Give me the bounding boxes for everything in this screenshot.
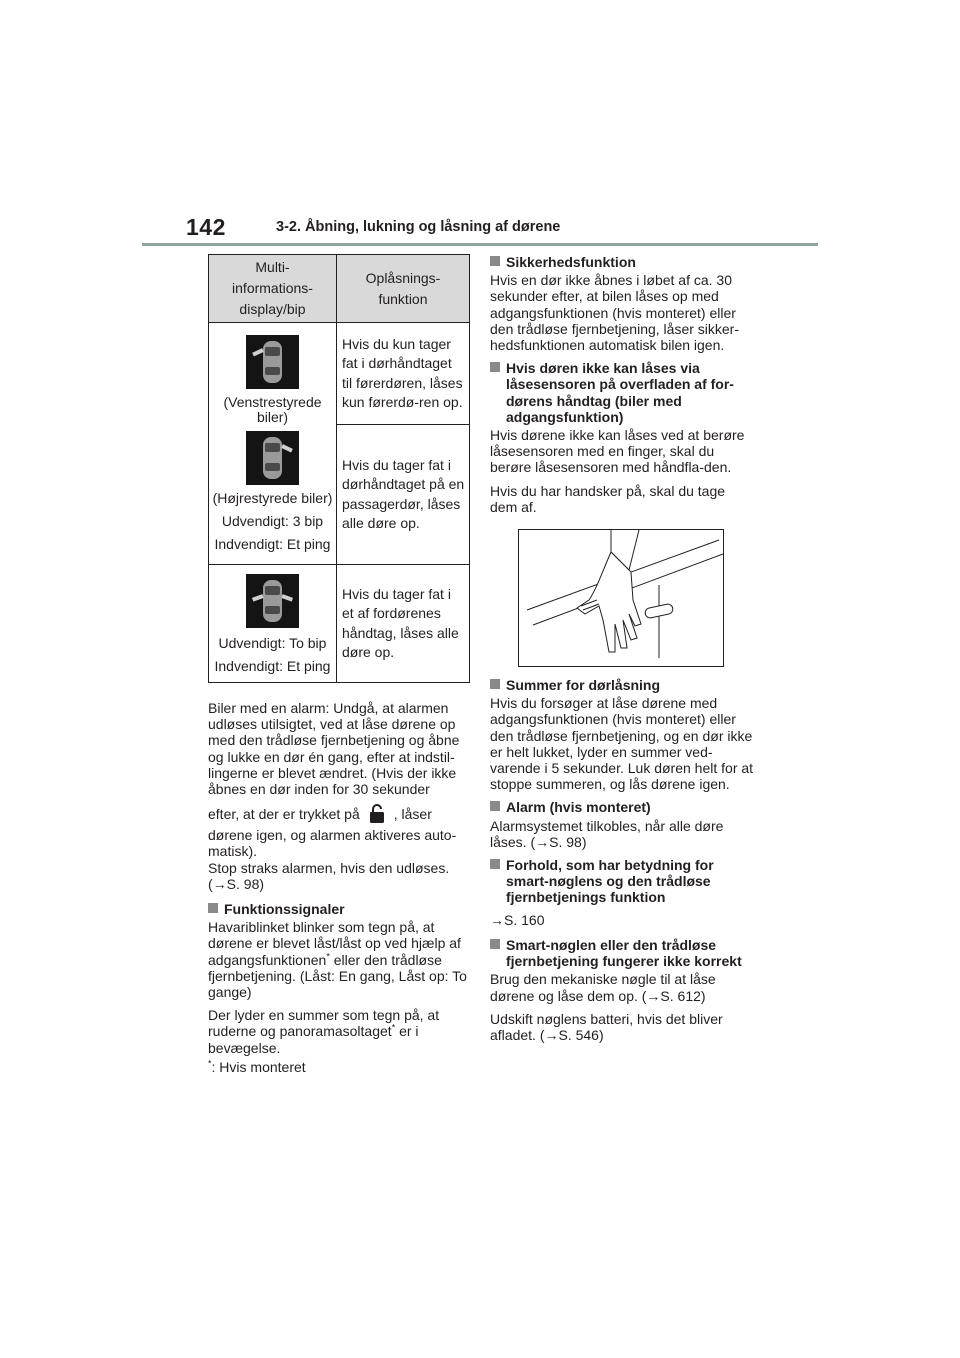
door-lock-buzzer-text: Hvis du forsøger at låse dørene med adgangsfunktionen (hvis monteret) eller den trådløse fjernbetjening, og en dør ikke er helt lukket, lyder en summer ved-varende i 5 sekunder. Luk døren helt for at stoppe summeren, og lås dørene igen. — [490, 695, 754, 793]
car-rhd-driver-door-icon — [246, 431, 299, 485]
buzzer-movement-text: Der lyder en summer som tegn på, at ruderne og panoramasoltaget* er i bevægelse. — [208, 1007, 440, 1056]
table-cell-front-door-unlock: Hvis du tager fat i et af fordørenes håndtag, låses alle døre op. — [337, 565, 470, 683]
lock-sensor-text: Hvis dørene ikke kan låses ved at berøre låsesensoren med en finger, skal du berøre låsesensoren med håndfla-den. — [490, 427, 745, 476]
conditions-reference: →S. 160 — [490, 911, 545, 928]
square-bullet-icon — [490, 801, 500, 811]
mechanical-key-text: Brug den mekaniske nøgle til at låse dørene og låse dem op. (→S. 612) — [490, 971, 716, 1004]
heading-alarm: Alarm (hvis monteret) — [490, 799, 756, 815]
section-title: 3-2. Åbning, lukning og låsning af dørene — [276, 219, 561, 235]
unlock-function-table — [208, 254, 470, 683]
right-text-column — [490, 254, 756, 1050]
car-front-doors-open-icon — [246, 574, 299, 628]
alarm-paragraph: Biler med en alarm: Undgå, at alarmen udløses utilsigtet, ved at låse dørene op med den trådløse fjernbetjening og åbne og lukke en dør én gang, efter at indstil-lingerne er blevet ændret. (Hvis der ikke åbnes en dør inden for 30 sekunder — [208, 700, 460, 798]
table-header-row — [209, 255, 470, 323]
heading-door-lock-buzzer: Summer for dørlåsning — [490, 677, 756, 693]
heading-conditions: Forhold, som har betydning for smart-nøglens og den trådløse fjernbetjenings funktion — [490, 857, 756, 906]
square-bullet-icon — [490, 362, 500, 372]
heading-malfunction: Smart-nøglen eller den trådløse fjernbetjening fungerer ikke korrekt — [490, 937, 756, 969]
table-row — [209, 565, 470, 683]
table-header-display: Multi-informations-display/bip — [209, 255, 337, 323]
page-number: 142 — [186, 214, 226, 240]
heading-safety-function: Sikkerhedsfunktion — [490, 254, 756, 270]
table-cell-passenger-unlock: Hvis du tager fat i dørhåndtaget på en passagerdør, låses alle døre op. — [337, 425, 470, 565]
battery-text: Udskift nøglens batteri, hvis det bliver afladet. (→S. 546) — [490, 1010, 723, 1043]
alarm-reference: (→S. 98) — [208, 875, 265, 892]
square-bullet-icon — [490, 939, 500, 949]
caption-lhd: (Venstrestyrede biler) — [223, 394, 322, 425]
function-signals-text: Havariblinket blinker som tegn på, at dørene er blevet låst/låst op ved hjælp af adgangsfunktionen* eller den trådløse fjernbetjening. (Låst: En gang, Låst op: To gange) — [208, 919, 467, 1001]
gloves-text: Hvis du har handsker på, skal du tage dem af. — [490, 482, 726, 515]
table-cell-display — [209, 323, 337, 565]
table-cell-driver-unlock: Hvis du kun tager fat i dørhåndtaget til førerdøren, låses kun førerdø-ren op. — [337, 323, 470, 425]
heading-function-signals: Funktionssignaler — [208, 901, 470, 917]
unlock-button-icon — [364, 803, 390, 825]
table-row — [209, 323, 470, 425]
alarm-text: Alarmsystemet tilkobles, når alle døre låses. (→S. 98) — [490, 817, 724, 850]
footnote: *: Hvis monteret — [208, 1058, 306, 1075]
square-bullet-icon — [490, 256, 500, 266]
square-bullet-icon — [490, 859, 500, 869]
table-cell-display-2 — [209, 565, 337, 683]
header-divider — [142, 243, 818, 246]
caption-outside-two-beeps: Udvendigt: To bip — [218, 634, 327, 651]
safety-function-text: Hvis en dør ikke åbnes i løbet af ca. 30 sekunder efter, at bilen låses op med adgangsfunktionen (hvis monteret) eller den trådløse fjernbetjening, låser sikker-hedsfunktionen automatisk bilen igen. — [490, 272, 740, 354]
car-lhd-driver-door-icon — [246, 335, 299, 389]
heading-lock-sensor: Hvis døren ikke kan låses via låsesensoren på overfladen af for-dørens håndtag (biler med adgangsfunktion) — [490, 360, 756, 425]
square-bullet-icon — [208, 903, 218, 913]
alarm-paragraph-stop: Stop straks alarmen, hvis den udløses. — [208, 859, 450, 876]
hand-touching-door-handle-illustration — [518, 529, 724, 667]
caption-rhd: (Højrestyrede biler) — [212, 490, 333, 506]
square-bullet-icon — [490, 679, 500, 689]
caption-outside-beeps: Udvendigt: 3 bip — [221, 513, 324, 529]
alarm-paragraph-lock: efter, at der er trykket på , låser — [208, 803, 470, 825]
left-text-column — [208, 700, 470, 1082]
page-header — [0, 0, 960, 250]
caption-inside-ping-2: Indvendigt: Et ping — [214, 657, 331, 674]
caption-inside-ping: Indvendigt: Et ping — [214, 536, 331, 552]
table-header-function: Oplåsnings-funktion — [337, 255, 470, 323]
alarm-paragraph-auto: dørene igen, og alarmen aktiveres auto-matisk). — [208, 827, 457, 860]
